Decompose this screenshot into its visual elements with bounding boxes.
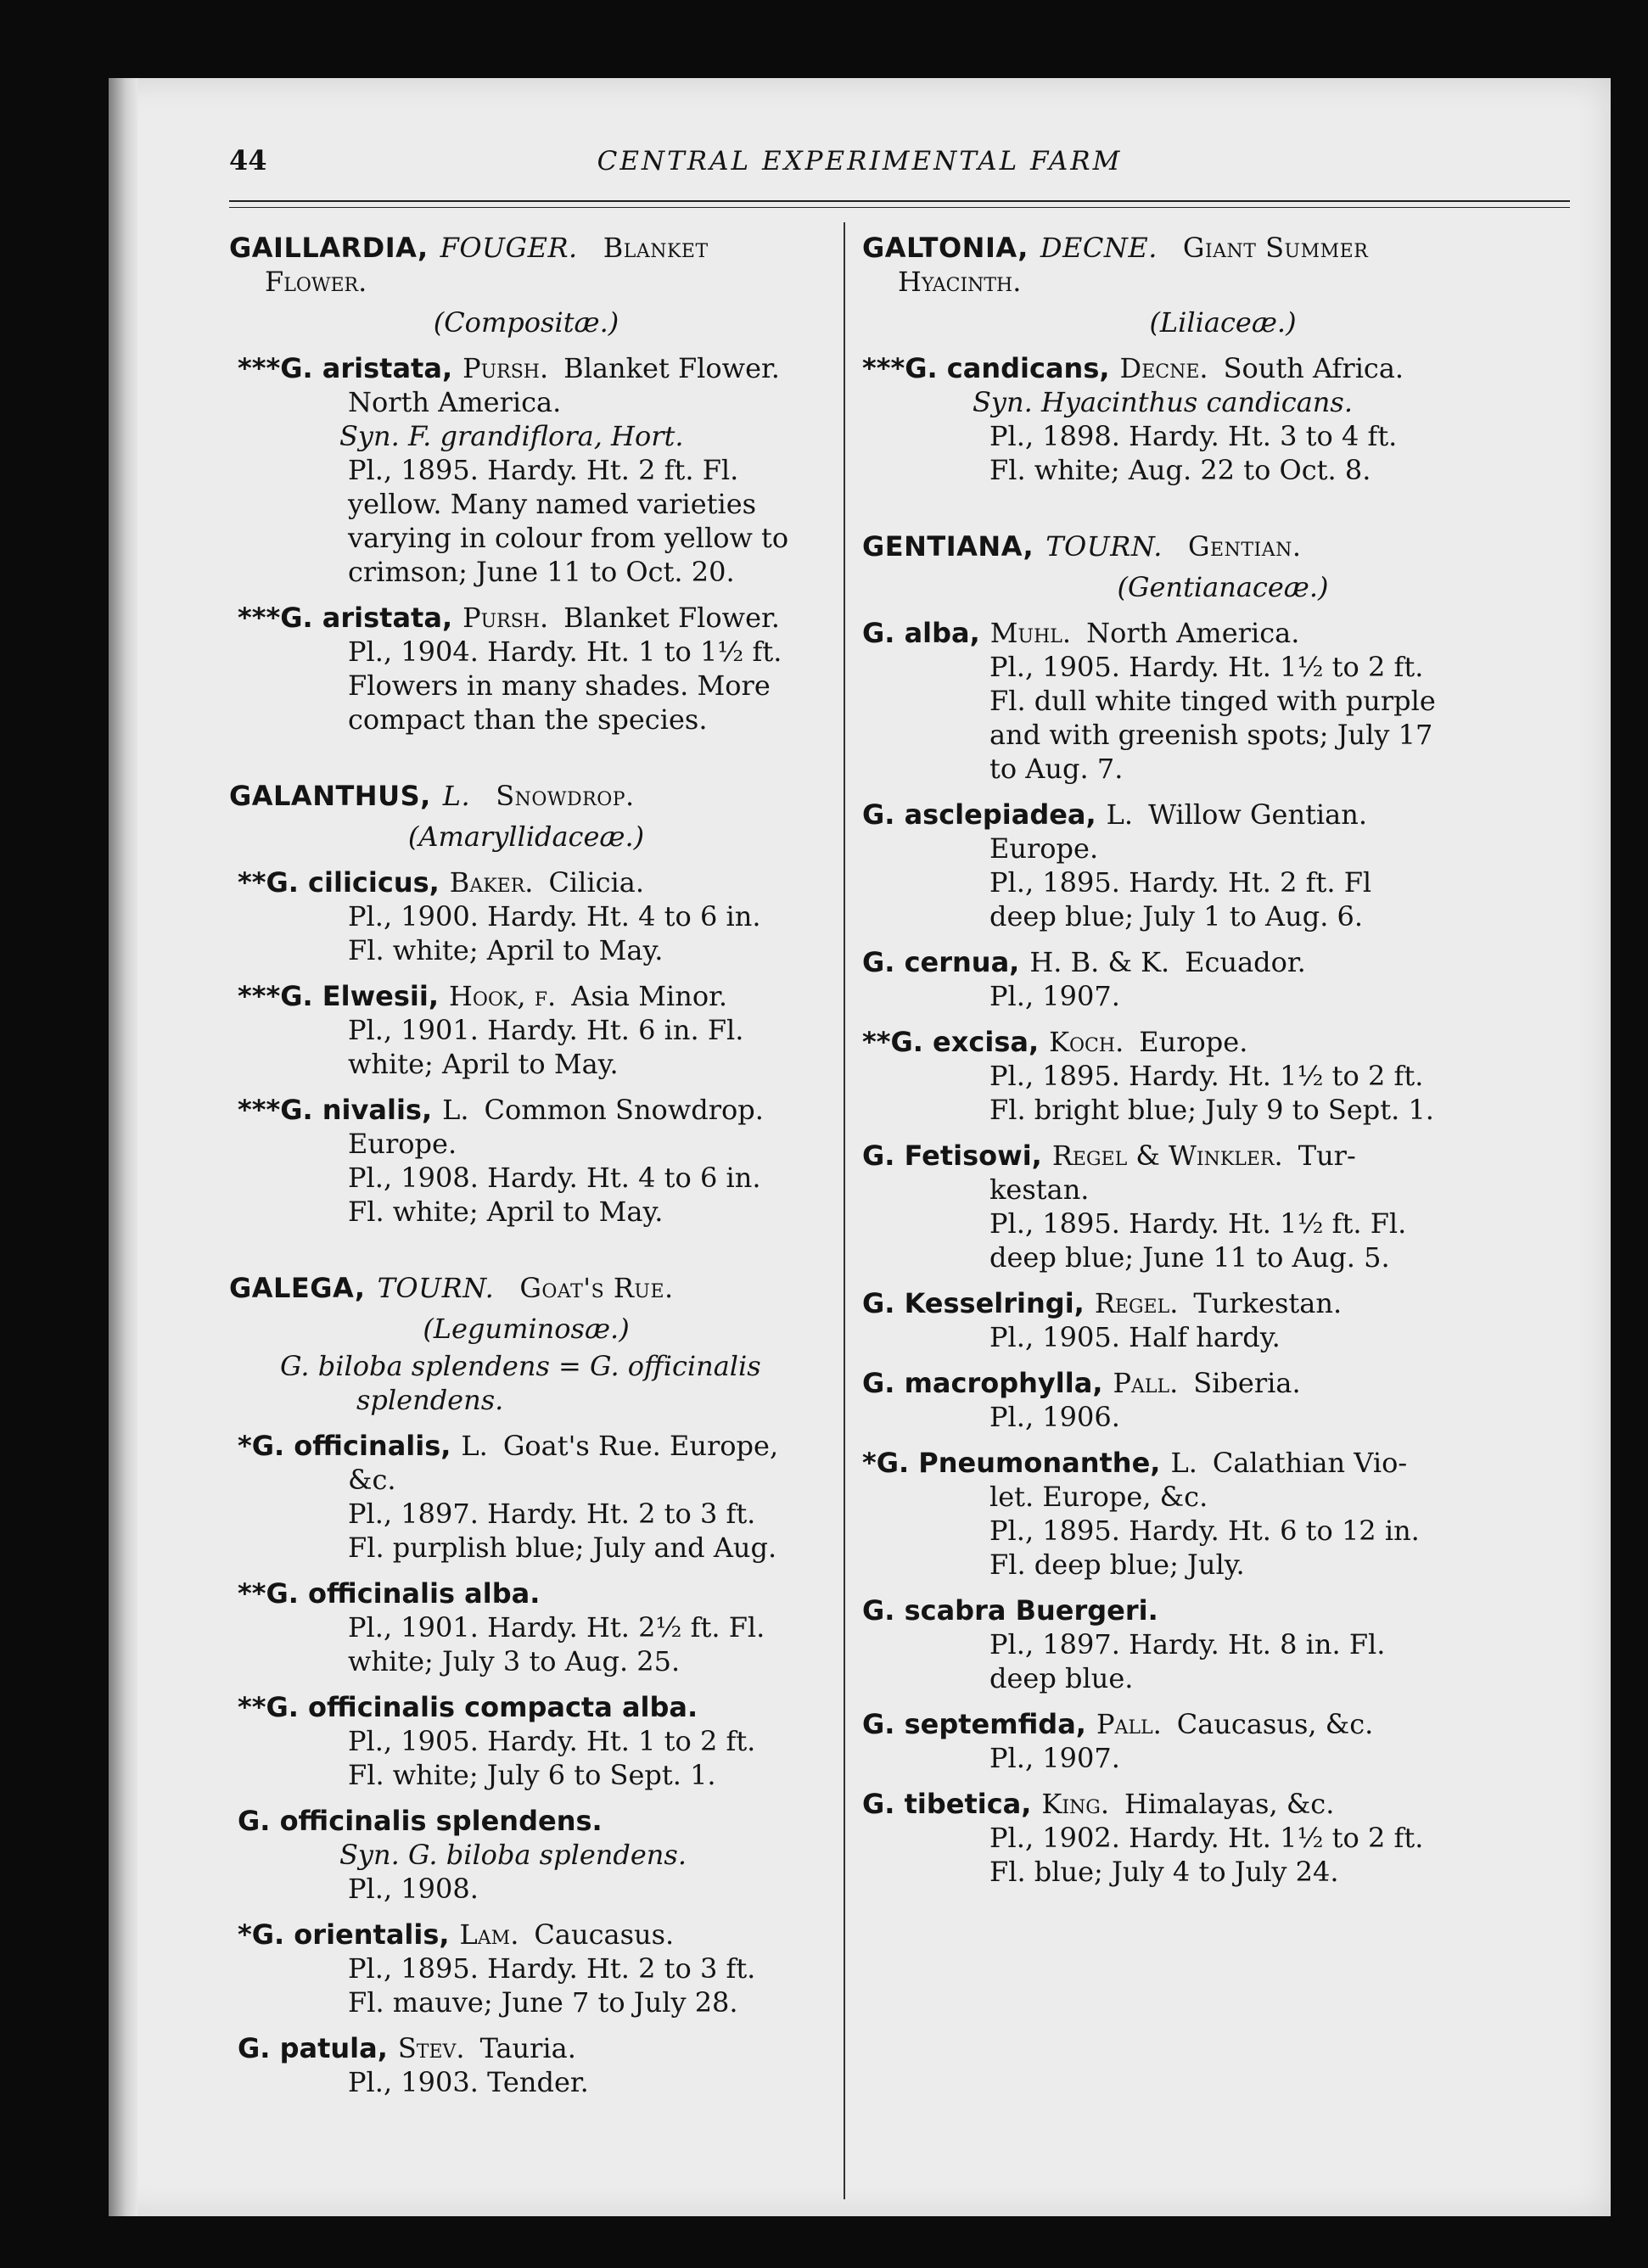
species-line xyxy=(862,1139,1584,1173)
species-author: L. xyxy=(442,1094,469,1126)
species-binomial: G. cernua, xyxy=(862,946,1020,978)
book-spine xyxy=(109,78,137,2216)
species-line xyxy=(862,1707,1584,1741)
family-name: (Leguminosæ.) xyxy=(423,1313,630,1345)
species-binomial: G. Kesselringi, xyxy=(862,1287,1085,1319)
species-line xyxy=(229,351,823,385)
species-line xyxy=(229,979,823,1013)
species-detail-line: Fl. white; April to May. xyxy=(348,1196,664,1228)
species-detail-line: Pl., 1902. Hardy. Ht. 1½ to 2 ft. xyxy=(989,1822,1424,1854)
species-line xyxy=(229,1804,823,1838)
species-detail-line: varying in colour from yellow to xyxy=(348,522,789,554)
species-common-or-region: Caucasus. xyxy=(534,1918,675,1951)
species-detail-line: Pl., 1895. Hardy. Ht. 6 to 12 in. xyxy=(989,1515,1420,1547)
species-region: Europe. xyxy=(989,832,1099,865)
genus-author: L. xyxy=(442,780,471,812)
hardiness-mark: * xyxy=(238,1430,252,1462)
species-common-or-region: Ecuador. xyxy=(1185,946,1306,978)
hardiness-mark: ** xyxy=(238,1691,266,1723)
species-entry xyxy=(862,1707,1584,1775)
species-name xyxy=(238,1918,450,1951)
species-detail-line: Pl., 1895. Hardy. Ht. 2 ft. Fl xyxy=(989,866,1372,899)
species-line xyxy=(862,616,1584,650)
hardiness-mark: *** xyxy=(238,980,281,1012)
genus-name: GALANTHUS, xyxy=(229,780,431,812)
species-name xyxy=(862,1594,1158,1627)
species-binomial: G. patula, xyxy=(238,2032,388,2064)
species-binomial: G. orientalis, xyxy=(251,1918,450,1951)
species-synonym: Syn. F. grandiflora, Hort. xyxy=(339,420,684,452)
species-entry xyxy=(862,1787,1584,1889)
genus-note-cont: splendens. xyxy=(356,1384,504,1416)
species-name xyxy=(862,617,980,649)
species-entry xyxy=(229,601,823,736)
species-line xyxy=(229,1093,823,1127)
genus-author: FOUGER. xyxy=(440,232,578,264)
hardiness-mark: ** xyxy=(238,866,266,899)
species-author: Decne. xyxy=(1119,352,1208,384)
species-entry xyxy=(862,945,1584,1013)
species-common-or-region: North America. xyxy=(1086,617,1300,649)
species-detail-line: Fl. white; Aug. 22 to Oct. 8. xyxy=(989,454,1371,486)
species-line xyxy=(229,1429,823,1463)
species-detail-line: Pl., 1907. xyxy=(989,1742,1120,1774)
species-detail-line: Pl., 1901. Hardy. Ht. 6 in. Fl. xyxy=(348,1014,744,1046)
hardiness-mark: *** xyxy=(238,352,281,384)
species-line xyxy=(862,1593,1584,1627)
species-entry xyxy=(862,1446,1584,1582)
species-name xyxy=(862,946,1019,978)
species-binomial: G. macrophylla, xyxy=(862,1367,1103,1399)
species-detail-line: Pl., 1900. Hardy. Ht. 4 to 6 in. xyxy=(348,900,761,932)
species-entry xyxy=(862,616,1584,786)
species-entry xyxy=(229,1690,823,1792)
family-name: (Amaryllidaceæ.) xyxy=(407,820,645,853)
species-detail-line: white; April to May. xyxy=(348,1048,619,1080)
species-entry xyxy=(229,1918,823,2019)
species-detail-line: Pl., 1897. Hardy. Ht. 2 to 3 ft. xyxy=(348,1498,756,1530)
species-name xyxy=(238,1094,432,1126)
species-line xyxy=(229,2031,823,2065)
species-author: Baker. xyxy=(449,866,534,899)
species-name xyxy=(862,1788,1031,1820)
species-common-or-region: Siberia. xyxy=(1193,1367,1301,1399)
species-common-or-region: Goat's Rue. Europe, xyxy=(502,1430,779,1462)
species-detail-line: to Aug. 7. xyxy=(989,753,1124,785)
species-detail-line: Fl. mauve; June 7 to July 28. xyxy=(348,1986,738,2019)
genus-author: TOURN. xyxy=(377,1272,495,1304)
species-entry xyxy=(229,1093,823,1229)
species-name xyxy=(862,798,1096,831)
species-detail-line: Pl., 1905. Hardy. Ht. 1 to 2 ft. xyxy=(348,1725,756,1757)
species-author: Muhl. xyxy=(989,617,1072,649)
species-entry xyxy=(229,351,823,589)
hardiness-mark: ** xyxy=(862,1026,891,1058)
species-name xyxy=(238,352,452,384)
species-author: H. B. & K. xyxy=(1029,946,1170,978)
genus-heading xyxy=(229,1271,823,1305)
genus-name: GALTONIA, xyxy=(862,232,1029,264)
species-line xyxy=(862,945,1584,979)
species-binomial: G. alba, xyxy=(862,617,980,649)
species-binomial: G. Pneumonanthe, xyxy=(876,1447,1161,1479)
genus-entry xyxy=(862,529,1584,1889)
species-region: kestan. xyxy=(989,1173,1090,1206)
species-region: &c. xyxy=(348,1464,396,1496)
species-line xyxy=(862,1446,1584,1480)
species-entry xyxy=(229,1576,823,1678)
genus-name: GAILLARDIA, xyxy=(229,232,429,264)
species-author: Pursh. xyxy=(462,352,549,384)
species-name xyxy=(862,352,1110,384)
species-binomial: G. cilicicus, xyxy=(266,866,440,899)
species-detail-line: Pl., 1908. xyxy=(348,1873,479,1905)
species-common-or-region: Blanket Flower. xyxy=(563,352,780,384)
right-column xyxy=(862,231,1584,1889)
genus-entry xyxy=(862,231,1584,487)
species-binomial: G. officinalis splendens. xyxy=(238,1805,603,1837)
species-name xyxy=(862,1287,1085,1319)
species-region: Europe. xyxy=(348,1128,457,1160)
genus-common-name: Gentian. xyxy=(1187,530,1302,563)
hardiness-mark: *** xyxy=(238,1094,281,1126)
species-name xyxy=(238,1805,603,1837)
species-name xyxy=(238,1430,451,1462)
species-entry xyxy=(862,1139,1584,1274)
species-name xyxy=(238,1691,698,1723)
species-line xyxy=(862,351,1584,385)
species-detail-line: Fl. blue; July 4 to July 24. xyxy=(989,1856,1339,1888)
genus-common-name: Giant Summer xyxy=(1182,232,1369,264)
genus-common-name: Snowdrop. xyxy=(496,780,635,812)
species-detail-line: Pl., 1904. Hardy. Ht. 1 to 1½ ft. xyxy=(348,636,782,668)
species-name xyxy=(238,602,452,634)
species-line xyxy=(229,1918,823,1952)
species-author: Regel. xyxy=(1094,1287,1179,1319)
species-entry xyxy=(862,1286,1584,1354)
species-author: Pall. xyxy=(1113,1367,1179,1399)
species-entry xyxy=(862,1593,1584,1695)
species-detail-line: Pl., 1898. Hardy. Ht. 3 to 4 ft. xyxy=(989,420,1398,452)
species-binomial: G. aristata, xyxy=(280,352,453,384)
species-detail-line: Pl., 1895. Hardy. Ht. 1½ ft. Fl. xyxy=(989,1207,1407,1240)
hardiness-mark: ** xyxy=(238,1577,266,1610)
species-synonym: Syn. Hyacinthus candicans. xyxy=(973,386,1353,418)
species-common-or-region: Calathian Vio- xyxy=(1212,1447,1408,1479)
left-column xyxy=(229,231,823,2099)
species-binomial: G. candicans, xyxy=(905,352,1110,384)
species-detail-line: deep blue. xyxy=(989,1662,1134,1694)
species-region: North America. xyxy=(348,386,562,418)
species-detail-line: yellow. Many named varieties xyxy=(348,488,757,520)
species-author: L. xyxy=(1106,798,1134,831)
species-author: L. xyxy=(461,1430,488,1462)
species-common-or-region: Himalayas, &c. xyxy=(1124,1788,1335,1820)
genus-entry xyxy=(229,231,823,736)
species-binomial: G. excisa, xyxy=(890,1026,1040,1058)
family-name: (Liliaceæ.) xyxy=(1149,306,1297,339)
species-common-or-region: Caucasus, &c. xyxy=(1176,1708,1374,1740)
species-binomial: G. aristata, xyxy=(280,602,453,634)
species-detail-line: Fl. bright blue; July 9 to Sept. 1. xyxy=(989,1094,1434,1126)
species-author: Koch. xyxy=(1049,1026,1124,1058)
species-entry xyxy=(862,1025,1584,1127)
species-binomial: G. Elwesii, xyxy=(280,980,439,1012)
species-detail-line: Pl., 1897. Hardy. Ht. 8 in. Fl. xyxy=(989,1628,1386,1660)
genus-entry xyxy=(229,779,823,1229)
species-name xyxy=(238,2032,388,2064)
species-detail-line: Pl., 1907. xyxy=(989,980,1120,1012)
species-entry xyxy=(229,1804,823,1906)
species-author: Pall. xyxy=(1096,1708,1162,1740)
species-line xyxy=(862,1787,1584,1821)
running-title: CENTRAL EXPERIMENTAL FARM xyxy=(597,146,1123,176)
family-name: (Compositæ.) xyxy=(433,306,619,339)
species-binomial: G. officinalis alba. xyxy=(266,1577,541,1610)
species-detail-line: Pl., 1901. Hardy. Ht. 2½ ft. Fl. xyxy=(348,1611,765,1644)
species-entry xyxy=(862,351,1584,487)
species-line xyxy=(862,798,1584,832)
species-common-or-region: Common Snowdrop. xyxy=(484,1094,764,1126)
hardiness-mark: *** xyxy=(862,352,905,384)
species-detail-line: compact than the species. xyxy=(348,703,708,736)
species-entry xyxy=(862,798,1584,933)
genus-heading xyxy=(229,231,823,265)
species-common-or-region: Tur- xyxy=(1298,1140,1356,1172)
species-entry xyxy=(229,1429,823,1565)
species-region: let. Europe, &c. xyxy=(989,1481,1208,1513)
species-detail-line: Pl., 1903. Tender. xyxy=(348,2066,589,2098)
species-detail-line: Fl. purplish blue; July and Aug. xyxy=(348,1532,777,1564)
species-binomial: G. officinalis compacta alba. xyxy=(266,1691,698,1723)
species-entry xyxy=(229,979,823,1081)
species-binomial: G. nivalis, xyxy=(280,1094,433,1126)
species-binomial: G. Fetisowi, xyxy=(862,1140,1042,1172)
species-synonym: Syn. G. biloba splendens. xyxy=(339,1839,687,1871)
species-line xyxy=(862,1286,1584,1320)
species-detail-line: white; July 3 to Aug. 25. xyxy=(348,1645,681,1677)
hardiness-mark: * xyxy=(862,1447,877,1479)
species-detail-line: Pl., 1895. Hardy. Ht. 1½ to 2 ft. xyxy=(989,1060,1424,1092)
species-common-or-region: South Africa. xyxy=(1223,352,1404,384)
species-detail-line: crimson; June 11 to Oct. 20. xyxy=(348,556,735,588)
species-detail-line: Pl., 1905. Hardy. Ht. 1½ to 2 ft. xyxy=(989,651,1424,683)
header-rule-top xyxy=(229,200,1570,202)
genus-name: GALEGA, xyxy=(229,1272,366,1304)
genus-heading xyxy=(862,529,1584,563)
species-detail-line: Pl., 1905. Half hardy. xyxy=(989,1321,1281,1353)
species-line xyxy=(229,865,823,899)
species-author: King. xyxy=(1041,1788,1110,1820)
species-detail-line: deep blue; June 11 to Aug. 5. xyxy=(989,1241,1390,1274)
species-detail-line: Fl. deep blue; July. xyxy=(989,1548,1245,1581)
species-name xyxy=(238,1577,540,1610)
column-divider xyxy=(844,222,845,2199)
species-binomial: G. scabra Buergeri. xyxy=(862,1594,1158,1627)
species-name xyxy=(862,1447,1160,1479)
species-line xyxy=(229,1690,823,1724)
species-entry xyxy=(229,865,823,967)
species-binomial: G. officinalis, xyxy=(251,1430,451,1462)
book-page xyxy=(109,78,1611,2216)
genus-common-name: Blanket xyxy=(603,232,709,264)
species-binomial: G. asclepiadea, xyxy=(862,798,1096,831)
species-author: L. xyxy=(1170,1447,1197,1479)
species-author: Hook, f. xyxy=(449,980,557,1012)
genus-heading xyxy=(862,231,1584,265)
species-line xyxy=(862,1366,1584,1400)
species-common-or-region: Cilicia. xyxy=(548,866,645,899)
species-name xyxy=(862,1026,1039,1058)
species-name xyxy=(238,866,440,899)
species-name xyxy=(862,1367,1102,1399)
species-common-or-region: Europe. xyxy=(1139,1026,1248,1058)
species-line xyxy=(862,1025,1584,1059)
hardiness-mark: *** xyxy=(238,602,281,634)
species-name xyxy=(862,1140,1042,1172)
species-binomial: G. septemfida, xyxy=(862,1708,1086,1740)
page-number: 44 xyxy=(229,144,267,176)
species-detail-line: Pl., 1895. Hardy. Ht. 2 ft. Fl. xyxy=(348,454,739,486)
species-detail-line: Pl., 1906. xyxy=(989,1401,1120,1433)
species-entry xyxy=(229,2031,823,2099)
species-name xyxy=(862,1708,1086,1740)
species-detail-line: Fl. white; July 6 to Sept. 1. xyxy=(348,1759,716,1791)
species-common-or-region: Asia Minor. xyxy=(571,980,728,1012)
species-binomial: G. tibetica, xyxy=(862,1788,1032,1820)
species-detail-line: Pl., 1908. Hardy. Ht. 4 to 6 in. xyxy=(348,1162,761,1194)
species-entry xyxy=(862,1366,1584,1434)
species-line xyxy=(229,1576,823,1610)
genus-author: TOURN. xyxy=(1045,530,1163,563)
species-author: Pursh. xyxy=(462,602,549,634)
species-common-or-region: Blanket Flower. xyxy=(563,602,780,634)
species-author: Stev. xyxy=(397,2032,465,2064)
species-common-or-region: Willow Gentian. xyxy=(1148,798,1368,831)
species-author: Regel & Winkler. xyxy=(1051,1140,1283,1172)
genus-name: GENTIANA, xyxy=(862,530,1034,563)
genus-common-name-cont: Hyacinth. xyxy=(898,266,1022,298)
species-line xyxy=(229,601,823,635)
genus-entry xyxy=(229,1271,823,2099)
species-detail-line: Flowers in many shades. More xyxy=(348,669,771,702)
species-detail-line: and with greenish spots; July 17 xyxy=(989,719,1433,751)
species-common-or-region: Tauria. xyxy=(479,2032,576,2064)
species-detail-line: Pl., 1895. Hardy. Ht. 2 to 3 ft. xyxy=(348,1952,756,1985)
genus-heading xyxy=(229,779,823,813)
species-detail-line: deep blue; July 1 to Aug. 6. xyxy=(989,900,1364,932)
genus-author: DECNE. xyxy=(1040,232,1158,264)
species-name xyxy=(238,980,439,1012)
species-detail-line: Fl. dull white tinged with purple xyxy=(989,685,1436,717)
hardiness-mark: * xyxy=(238,1918,252,1951)
family-name: (Gentianaceæ.) xyxy=(1117,571,1329,603)
genus-common-name-cont: Flower. xyxy=(265,266,367,298)
header-rule-bottom xyxy=(229,207,1570,208)
genus-note: G. biloba splendens = G. officinalis xyxy=(280,1350,761,1382)
species-detail-line: Fl. white; April to May. xyxy=(348,934,664,966)
species-common-or-region: Turkestan. xyxy=(1193,1287,1343,1319)
genus-common-name: Goat's Rue. xyxy=(519,1272,674,1304)
species-author: Lam. xyxy=(459,1918,519,1951)
